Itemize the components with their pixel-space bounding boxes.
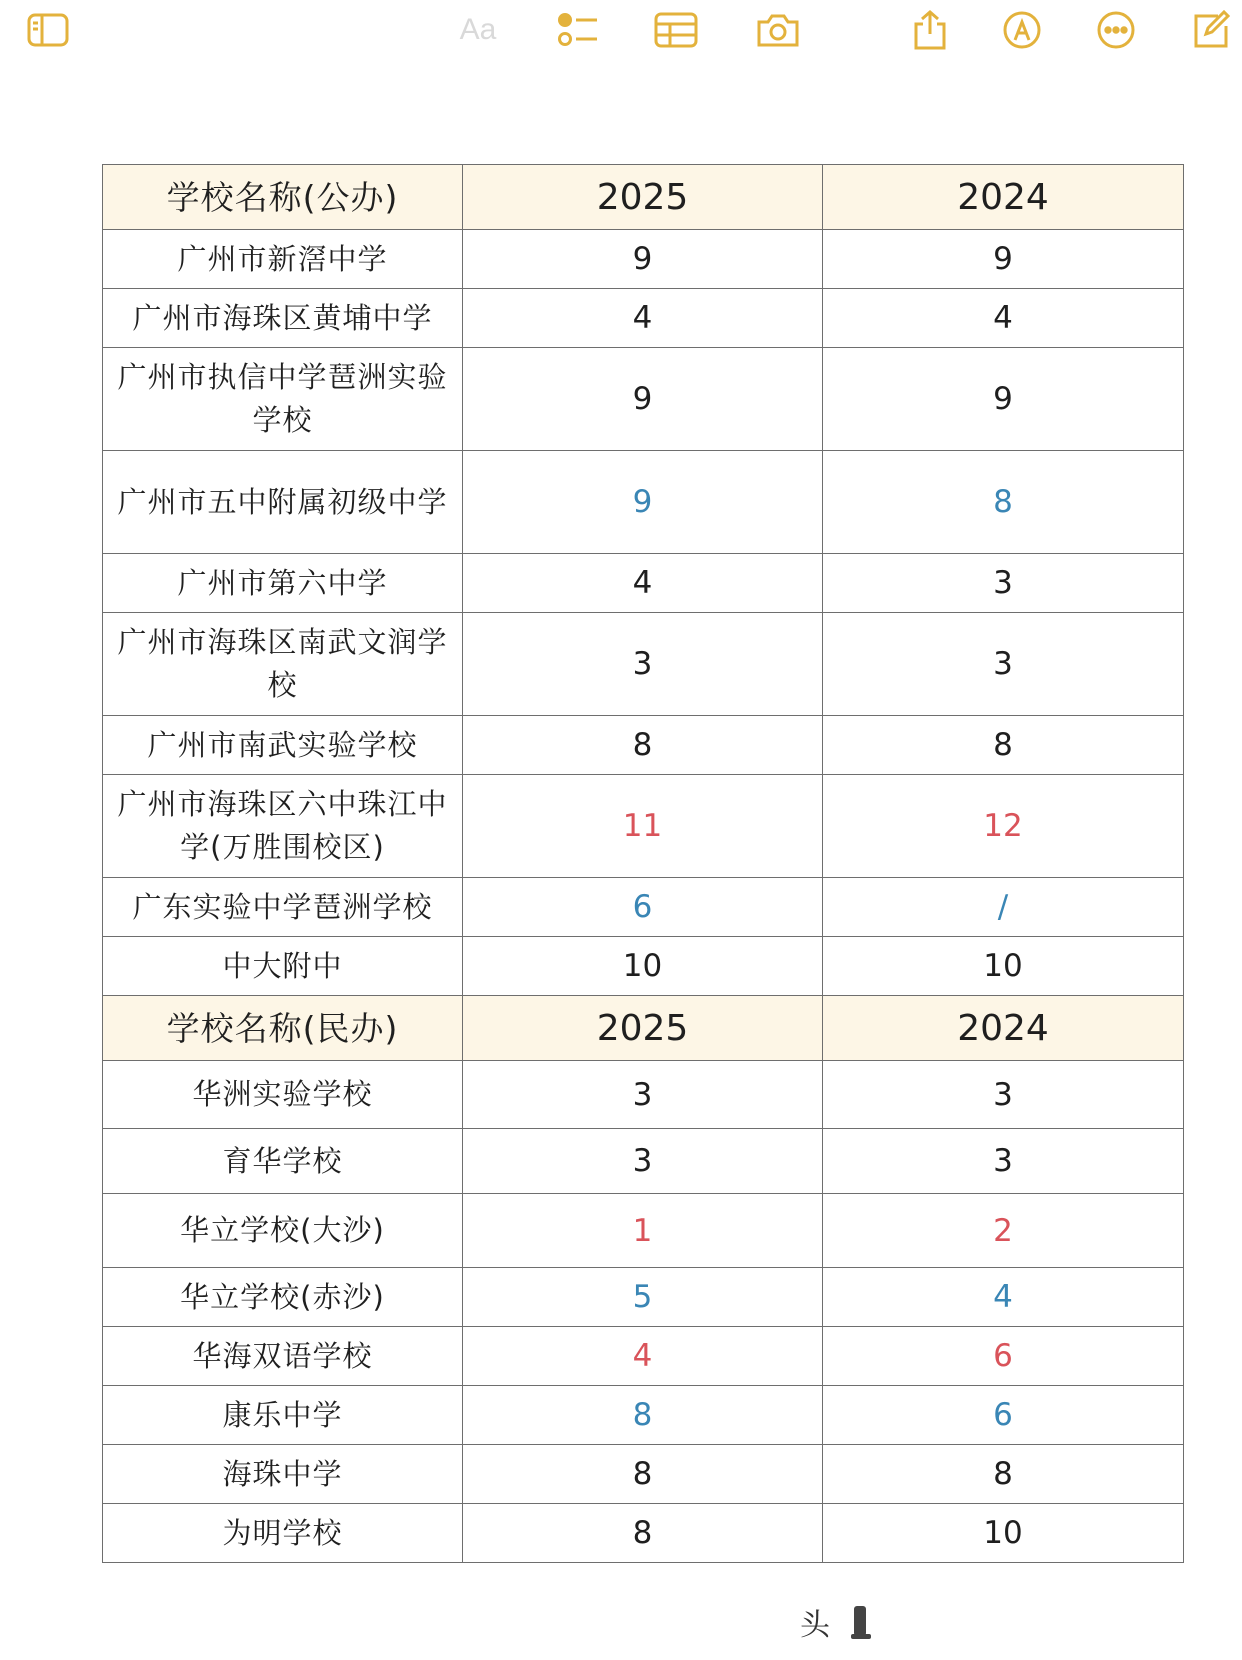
- table-row: [103, 1504, 1184, 1563]
- value-2024: 6: [823, 1386, 1184, 1445]
- school-name: 广州市海珠区六中珠江中学(万胜围校区): [103, 775, 463, 878]
- public-header-2024: 2024: [823, 165, 1184, 230]
- value-2024: /: [823, 878, 1184, 937]
- notes-toolbar: [0, 0, 1242, 62]
- camera-icon[interactable]: [752, 8, 804, 52]
- table-icon[interactable]: [650, 8, 702, 52]
- value-2025: 3: [463, 1129, 823, 1194]
- value-2025: 8: [463, 1504, 823, 1563]
- table-row: [103, 716, 1184, 775]
- school-name: 为明学校: [103, 1504, 463, 1563]
- value-2024: 3: [823, 1061, 1184, 1129]
- public-header-name: 学校名称(公办): [103, 165, 463, 230]
- school-name: 康乐中学: [103, 1386, 463, 1445]
- table-row: [103, 1386, 1184, 1445]
- value-2025: 9: [463, 451, 823, 554]
- more-icon[interactable]: [1090, 8, 1142, 52]
- value-2024: 3: [823, 613, 1184, 716]
- value-2024: 4: [823, 1268, 1184, 1327]
- compose-icon[interactable]: [1184, 8, 1236, 52]
- table-row: [103, 1194, 1184, 1268]
- value-2024: 2: [823, 1194, 1184, 1268]
- value-2024: 9: [823, 348, 1184, 451]
- value-2025: 6: [463, 878, 823, 937]
- school-name: 广州市执信中学琶洲实验学校: [103, 348, 463, 451]
- text-format-label: Aa: [459, 13, 497, 46]
- school-name: 华立学校(大沙): [103, 1194, 463, 1268]
- table-row: [103, 878, 1184, 937]
- school-comparison-table: [102, 164, 1184, 1563]
- school-name: 育华学校: [103, 1129, 463, 1194]
- value-2025: 10: [463, 937, 823, 996]
- table-row: [103, 613, 1184, 716]
- school-name: 广州市新滘中学: [103, 230, 463, 289]
- value-2025: 4: [463, 554, 823, 613]
- table-row: [103, 1268, 1184, 1327]
- text-format-icon[interactable]: [452, 8, 504, 52]
- watermark: [800, 1600, 874, 1644]
- school-name: 广州市海珠区南武文润学校: [103, 613, 463, 716]
- table-row: [103, 1445, 1184, 1504]
- value-2024: 3: [823, 554, 1184, 613]
- value-2024: 12: [823, 775, 1184, 878]
- value-2025: 8: [463, 1445, 823, 1504]
- value-2025: 8: [463, 1386, 823, 1445]
- value-2024: 3: [823, 1129, 1184, 1194]
- table-row: [103, 1327, 1184, 1386]
- public-header-2025: 2025: [463, 165, 823, 230]
- table-row: [103, 451, 1184, 554]
- school-name: 广州市南武实验学校: [103, 716, 463, 775]
- table-row: [103, 775, 1184, 878]
- value-2025: 3: [463, 1061, 823, 1129]
- school-name: 中大附中: [103, 937, 463, 996]
- value-2024: 8: [823, 451, 1184, 554]
- markup-icon[interactable]: [996, 8, 1048, 52]
- sidebar-icon[interactable]: [22, 8, 74, 52]
- value-2025: 9: [463, 348, 823, 451]
- table-row: [103, 289, 1184, 348]
- value-2024: 8: [823, 1445, 1184, 1504]
- table-row: [103, 348, 1184, 451]
- value-2025: 4: [463, 289, 823, 348]
- value-2025: 4: [463, 1327, 823, 1386]
- value-2024: 6: [823, 1327, 1184, 1386]
- watermark-logo-icon: [848, 1602, 874, 1642]
- private-header-row: [103, 996, 1184, 1061]
- school-name: 广州市五中附属初级中学: [103, 451, 463, 554]
- value-2025: 5: [463, 1268, 823, 1327]
- value-2025: 9: [463, 230, 823, 289]
- value-2025: 8: [463, 716, 823, 775]
- table-row: [103, 1129, 1184, 1194]
- value-2024: 10: [823, 937, 1184, 996]
- share-icon[interactable]: [904, 8, 956, 52]
- value-2024: 9: [823, 230, 1184, 289]
- table-row: [103, 937, 1184, 996]
- value-2025: 3: [463, 613, 823, 716]
- value-2024: 4: [823, 289, 1184, 348]
- public-header-row: [103, 165, 1184, 230]
- value-2025: 11: [463, 775, 823, 878]
- school-name: 华洲实验学校: [103, 1061, 463, 1129]
- private-header-2025: 2025: [463, 996, 823, 1061]
- private-header-2024: 2024: [823, 996, 1184, 1061]
- table-row: [103, 554, 1184, 613]
- school-name: 华海双语学校: [103, 1327, 463, 1386]
- school-name: 广东实验中学琶洲学校: [103, 878, 463, 937]
- school-name: 华立学校(赤沙): [103, 1268, 463, 1327]
- private-header-name: 学校名称(民办): [103, 996, 463, 1061]
- school-name: 广州市海珠区黄埔中学: [103, 289, 463, 348]
- value-2024: 10: [823, 1504, 1184, 1563]
- value-2024: 8: [823, 716, 1184, 775]
- table-row: [103, 1061, 1184, 1129]
- school-name: 海珠中学: [103, 1445, 463, 1504]
- watermark-text: 头: [800, 1608, 830, 1643]
- value-2025: 1: [463, 1194, 823, 1268]
- checklist-icon[interactable]: [552, 8, 604, 52]
- table-row: [103, 230, 1184, 289]
- school-name: 广州市第六中学: [103, 554, 463, 613]
